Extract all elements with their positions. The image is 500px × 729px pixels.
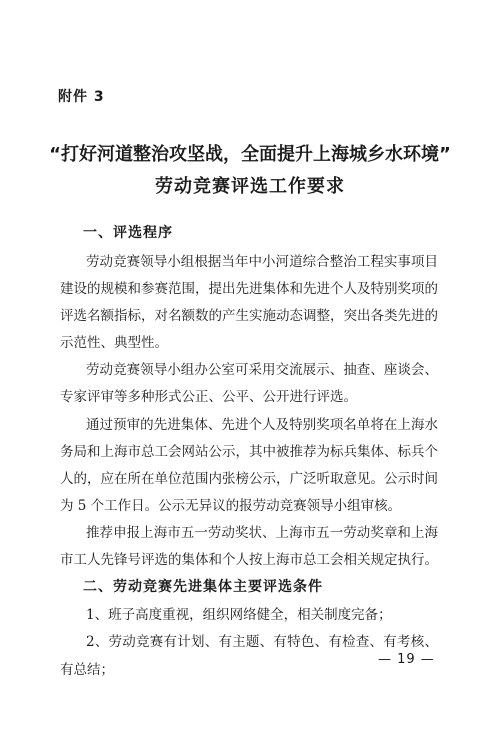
body-line: 示范性、典型性。 [60,335,168,351]
document-title-line-2: 劳动竞赛评选工作要求 [155,176,345,197]
body-line: 专家评审等多种形式公正、公平、公开进行评选。 [60,389,357,405]
body-line: 劳动竞赛领导小组办公室可采用交流展示、抽查、座谈会、 [86,362,438,378]
body-line: 评选名额指标，对名额数的产生实施动态调整，突出各类先进的 [60,308,438,324]
page-number: — 19 — [378,652,435,667]
body-line: 劳动竞赛领导小组根据当年中小河道综合整治工程实事项目 [86,254,438,270]
section-2-heading: 二、劳动竞赛先进集体主要评选条件 [83,579,323,595]
document-title-line-1: “打好河道整治攻坚战，全面提升上海城乡水环境” [49,144,451,165]
body-line: 推荐申报上海市五一劳动奖状、上海市五一劳动奖章和上海 [86,525,438,541]
body-line: 务局和上海市总工会网站公示，其中被推荐为标兵集体、标兵个 [60,444,438,460]
body-line: 通过预审的先进集体、先进个人及特别奖项名单将在上海水 [86,417,438,433]
body-line: 建设的规模和参赛范围，提出先进集体和先进个人及特别奖项的 [60,281,438,297]
body-line: 有总结； [60,662,114,678]
body-line: 2、劳动竞赛有计划、有主题、有特色、有检查、有考核、 [86,634,438,650]
body-line: 为 5 个工作日。公示无异议的报劳动竞赛领导小组审核。 [60,498,402,514]
body-line: 1、班子高度重视，组织网络健全，相关制度完备； [86,607,392,623]
body-line: 市工人先锋号评选的集体和个人按上海市总工会相关规定执行。 [60,552,438,568]
attachment-label: 附件 3 [58,89,105,105]
section-1-heading: 一、评选程序 [83,225,173,241]
body-line: 人的，应在所在单位范围内张榜公示，广泛听取意见。公示时间 [60,471,438,487]
